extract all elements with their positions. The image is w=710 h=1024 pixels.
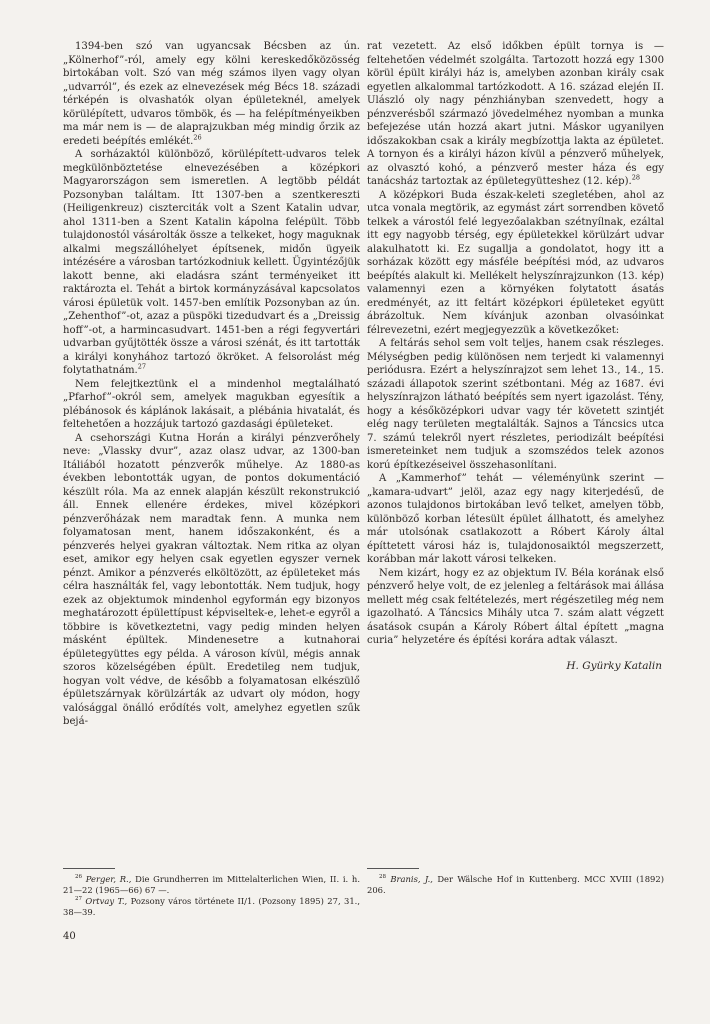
- footnote-ref[interactable]: 28: [631, 173, 641, 182]
- paragraph: A „Kammerhof” tehát — véleményünk szerint — „kamara-udvart” jelöl, azaz egy nagy kiterjedésű, de azonos tulajdonos birtokában levő telket, amelyen több, különböző korban létesült épület állhatott, és amelyhez már utolsónak csatlakozott a Róbert Károly által építtetett városi ház is, tulajdonosaiktól megszerzett, korábban már lakott városi telkeken.: [367, 473, 664, 565]
- footnote: $^{26}$ Perger, R., Die Grundherren im Mittelalterlichen Wien, II. i. h. 21—22 (1965—66) 67 —.: [63, 874, 360, 895]
- footnote: $^{27}$ Ortvay T., Pozsony város története II/1. (Pozsony 1895) 27, 31., 38—39.: [63, 896, 361, 917]
- paragraph: Nem kizárt, hogy ez az objektum IV. Béla korának első pénzverő helye volt, de ez jelenleg a feltárások mai állása mellett még csak feltételezés, mert régészetileg még nem igazolható. A Táncsics Mihály utca 7. szám alatt végzett ásatások csupán a Károly Róbert által épített „magna curia” helyzetére és építési korára adtak választ.: [367, 567, 664, 646]
- paragraph: A középkori Buda észak-keleti szegletében, ahol az utca vonala megtörik, az egymást zárt sorrendben követő telkek a várostól felé legyezőalakban szétnyílnak, ezáltal itt egy nagyobb térség, egy épületekkel körülzárt udvar alakulhatott ki. Ez sugallja a gondolatot, hogy itt a sorházak között egy másféle beépítési mód, az udvaros beépítés alakult ki. Mellékelt helyszínrajzunkon (13. kép) valamennyi ezen a környéken folytatott ásatás eredményét, az itt feltárt középkori épületeket együtt ábrázoltuk. Nem kívánjuk azonban olvasóinkat félrevezetni, ezért megjegyezzük a következőket:: [367, 189, 664, 336]
- footnotes-left: [63, 874, 360, 918]
- paragraph: A feltárás sehol sem volt teljes, hanem csak részleges. Mélységben pedig különösen nem terjedt ki valamennyi periódusra. Ezért a helyszínrajzot sem lehet 13., 14., 15. századi állapotok szerint szétbontani. Még az 1687. évi helyszínrajzon látható beépítés sem nyert igazolást. Tény, hogy a későközépkori udvar vagy tér követett szintjét elég nagy területen megtalálták. Sajnos a Táncsics utca 7. számú telekről nyert részletes, periodizált beépítési ismereteinket nem tudjuk a szomszédos telek azonos korú építkezéseivel összehasonlítani.: [367, 338, 664, 471]
- paragraph: rat vezetett. Az első időkben épült tornya is — feltehetően védelmét szolgálta. Tartozott hozzá egy 1300 körül épült királyi ház is, amelyben azonban király csak egyetlen alkalommal tartózkodott. A 16. század elején II. Ulászló oly nagy pénzhiányban szenvedett, hogy a pénzverésből származó jövedelméhez nyomban a munka befejezése után hozzá akart jutni. Máskor ugyanilyen időszakokban csak a király megbízottja lakta az épületet. A tornyon és a királyi házon kívül a pénzverő műhelyek, az olvasztó kohó, a pénzverő mester háza és egy tanácsház tartoztak az épületegyütteshez (12. kép).$^{28}$: [367, 41, 664, 187]
- page-number: 40: [63, 931, 76, 942]
- left-column: [63, 40, 360, 729]
- footnotes-right: [367, 874, 664, 896]
- paragraph: A sorházaktól különböző, körülépített-udvaros telek megkülönböztetése elnevezésében a középkori Magyarországon sem ismeretlen. A legtöbb példát Pozsonyban találtam. Itt 1307-ben a szentkereszti (Heiligenkreuz) ciszterciták volt a Szent Katalin udvar, ahol 1311-ben a Szent Katalin kápolna felépült. Több tulajdonostól vásárolták össze a telkeket, hogy maguknak alkalmi megszállóhelyet építsenek, midőn ügyeik intézésére a városban tartózkodniuk kellett. Ügyintézőjük lakott benne, aki eladásra szánt terményeiket itt raktározta el. Tehát a birtok kormányzásával kapcsolatos városi épületük volt. 1457-ben említik Pozsonyban az ún. „Zehenthof”-ot, azaz a püspöki tizedudvart és a „Dreissig hoff”-ot, a harmincasudvart. 1451-ben a régi fegyvertári udvarban gyűjtötték össze a városi szénát, és itt tartották a királyi konyhához tartozó ökröket. A felsorolást még folytathatnám.$^{27}$: [63, 149, 360, 376]
- paragraph: A csehországi Kutna Horán a királyi pénzverőhely neve: „Vlassky dvur”, azaz olasz udvar, az 1300-ban Itáliából hozatott pénzverők műhelye. Az 1880-as években lebontották ugyan, de pontos dokumentáció készült róla. Ma az ennek alapján készült rekonstrukció áll. Ennek ellenére érdekes, mivel középkori pénzverőházak nem maradtak fenn. A munka nem folyamatosan ment, hanem időszakonként, és a pénzverés helyei gyakran változtak. Nem ritka az olyan eset, amikor egy helyen csak egyetlen egyszer vernek pénzt. Amikor a pénzverés elköltözött, az épületeket más célra használták fel, vagy lebontották. Nem tudjuk, hogy ezek az objektumok mindenhol egyformán egy bizonyos meghatározott épülettípust képviseltek-e, lehet-e egyről a többire is következtetni, vagy pedig minden helyen másként épültek. Mindenesetre a kutnahorai épületegyüttes egy példa. A városon kívül, mégis annak szoros közelségében épült. Eredetileg nem tudjuk, hogyan volt védve, de később a folyamatosan elkészülő épületszárnyak körülzárták az udvart oly módon, hogy valósággal önálló erődítés volt, amelyhez egyetlen szűk bejá-: [63, 432, 360, 727]
- footnote-ref[interactable]: 27: [137, 362, 147, 371]
- footnote: $^{28}$ Branis, J., Der Wälsche Hof in Kuttenberg. MCC XVIII (1892) 206.: [367, 874, 664, 895]
- footnote-divider: [63, 868, 115, 869]
- footnote-ref[interactable]: 26: [193, 133, 202, 142]
- author-signature: H. Gyürky Katalin: [566, 659, 662, 672]
- paragraph: 1394-ben szó van ugyancsak Bécsben az ún. „Kölnerhof”-ról, amely egy kölni kereskedőközösség birtokában volt. Szó van még számos ilyen vagy olyan „udvarról”, és ezek az elnevezések még Bécs 18. századi térképén is olvashatók olyan épületeknél, amelyek körülépített, udvaros tömbök, és — ha felépítményeikben ma már nem is — de alaprajzukban még mindig őrzik az eredeti beépítés emlékét.$^{26}$: [63, 41, 360, 147]
- right-column: [367, 40, 664, 673]
- footnote-divider: [367, 868, 419, 869]
- paragraph: Nem felejtkeztünk el a mindenhol megtalálható „Pfarhof”-okról sem, amelyek magukban egyesítik a plébánosok és káplánok lakásait, a plébánia hivatalát, és feltehetően a hozzájuk tartozó gazdasági épületeket.: [63, 378, 360, 430]
